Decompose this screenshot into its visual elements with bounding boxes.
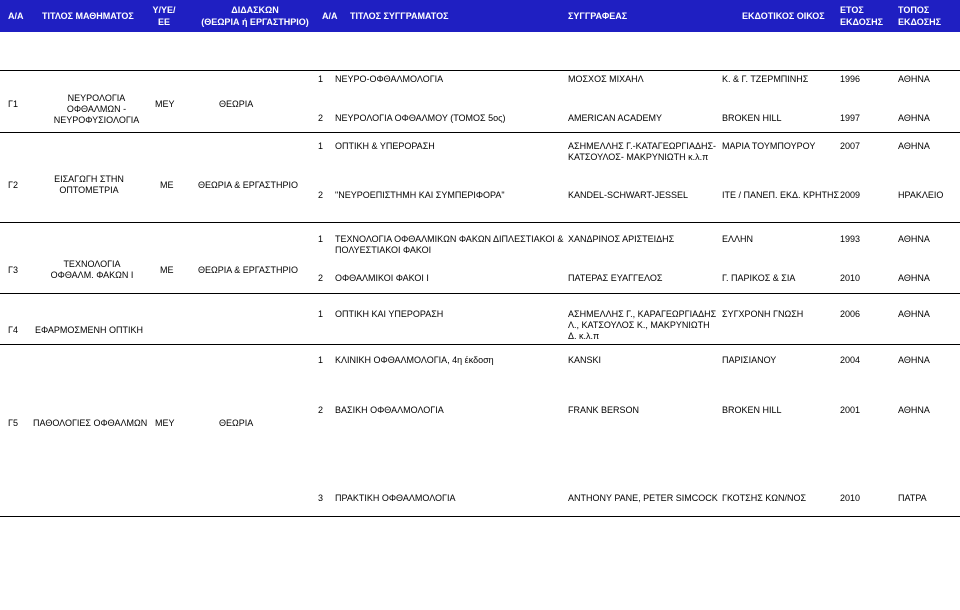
- course-teaching: ΘΕΩΡΙΑ & ΕΡΓΑΣΤΗΡΙΟ: [198, 265, 298, 275]
- book-year: 1996: [840, 74, 861, 84]
- book-year: 2010: [840, 273, 861, 283]
- header-publisher: ΕΚΔΟΤΙΚΟΣ ΟΙΚΟΣ: [742, 11, 825, 21]
- book-place: ΑΘΗΝΑ: [898, 355, 930, 365]
- book-place: ΠΑΤΡΑ: [898, 493, 927, 503]
- header-aa: Α/Α: [8, 11, 24, 21]
- book-year: 2010: [840, 493, 861, 503]
- book-publisher: Γ. ΠΑΡΙΚΟΣ & ΣΙΑ: [722, 273, 796, 283]
- course-type: ΜΕ: [160, 180, 174, 190]
- book-year: 1997: [840, 113, 861, 123]
- book-title: ΝΕΥΡΟ-ΟΦΘΑΛΜΟΛΟΓΙΑ: [335, 74, 444, 84]
- book-title: ΒΑΣΙΚΗ ΟΦΘΑΛΜΟΛΟΓΙΑ: [335, 405, 444, 415]
- book-publisher: ΣΥΓΧΡΟΝΗ ΓΝΩΣΗ: [722, 309, 804, 319]
- book-number: 2: [318, 190, 324, 200]
- header-place: ΤΟΠΟΣ ΕΚΔΟΣΗΣ: [898, 5, 942, 27]
- book-title: "ΝΕΥΡΟΕΠΙΣΤΗΜΗ ΚΑΙ ΣΥΜΠΕΡΙΦΟΡΑ": [335, 190, 505, 200]
- course-type: ΜΕ: [160, 265, 174, 275]
- book-authors: FRANK BERSON: [568, 405, 640, 415]
- course-title: ΝΕΥΡΟΛΟΓΙΑ ΟΦΘΑΛΜΩΝ - ΝΕΥΡΟΦΥΣΙΟΛΟΓΙΑ: [53, 93, 140, 125]
- book-publisher: Κ. & Γ. ΤΖΕΡΜΠΙΝΗΣ: [722, 74, 809, 84]
- book-title: ΝΕΥΡΟΛΟΓΙΑ ΟΦΘΑΛΜΟΥ (ΤΟΜΟΣ 5ος): [335, 113, 506, 123]
- course-code: Γ4: [8, 325, 18, 335]
- book-authors: ΠΑΤΕΡΑΣ ΕΥΑΓΓΕΛΟΣ: [568, 273, 663, 283]
- book-place: ΑΘΗΝΑ: [898, 141, 930, 151]
- book-number: 2: [318, 273, 324, 283]
- book-place: ΑΘΗΝΑ: [898, 113, 930, 123]
- book-authors: ΑΣΗΜΕΛΛΗΣ Γ.-ΚΑΤΑΓΕΩΡΓΙΑΔΗΣ-ΚΑΤΣΟΥΛΟΣ- ΜΑΚΡΥΝΙΩΤΗ κ.λ.π: [568, 141, 717, 162]
- book-place: ΑΘΗΝΑ: [898, 405, 930, 415]
- book-number: 3: [318, 493, 324, 503]
- header-ye: Υ/ΥΕ/ ΕΕ: [152, 5, 176, 27]
- book-title: ΟΠΤΙΚΗ & ΥΠΕΡΟΡΑΣΗ: [335, 141, 435, 151]
- header-book-title: ΤΙΤΛΟΣ ΣΥΓΓΡΑΜΑΤΟΣ: [350, 11, 449, 21]
- book-publisher: ΕΛΛΗΝ: [722, 234, 754, 244]
- course-teaching: ΘΕΩΡΙΑ: [219, 418, 254, 428]
- book-number: 1: [318, 74, 324, 84]
- row-divider: [0, 132, 960, 133]
- row-divider: [0, 70, 960, 71]
- book-number: 1: [318, 355, 324, 365]
- book-place: ΑΘΗΝΑ: [898, 309, 930, 319]
- course-code: Γ5: [8, 418, 18, 428]
- book-authors: ΑΣΗΜΕΛΛΗΣ Γ., ΚΑΡΑΓΕΩΡΓΙΑΔΗΣ Λ., ΚΑΤΣΟΥΛΟΣ Κ., ΜΑΚΡΥΝΙΩΤΗ Δ. κ.λ.π: [568, 309, 717, 341]
- book-publisher: BROKEN HILL: [722, 113, 782, 123]
- row-divider: [0, 293, 960, 294]
- book-year: 1993: [840, 234, 861, 244]
- course-type: ΜΕΥ: [155, 418, 175, 428]
- course-teaching: ΘΕΩΡΙΑ & ΕΡΓΑΣΤΗΡΙΟ: [198, 180, 298, 190]
- row-divider: [0, 516, 960, 517]
- book-place: ΑΘΗΝΑ: [898, 74, 930, 84]
- book-authors: KANSKI: [568, 355, 602, 365]
- book-year: 2007: [840, 141, 861, 151]
- course-title: ΕΦΑΡΜΟΣΜΕΝΗ ΟΠΤΙΚΗ: [35, 325, 143, 335]
- book-year: 2009: [840, 190, 861, 200]
- table-header: [0, 0, 960, 32]
- course-title: ΤΕΧΝΟΛΟΓΙΑ ΟΦΘΑΛΜ. ΦΑΚΩΝ Ι: [50, 259, 134, 280]
- book-number: 1: [318, 141, 324, 151]
- course-code: Γ1: [8, 99, 18, 109]
- book-authors: KANDEL-SCHWART-JESSEL: [568, 190, 689, 200]
- book-publisher: ΜΑΡΙΑ ΤΟΥΜΠΟΥΡΟΥ: [722, 141, 816, 151]
- book-number: 2: [318, 113, 324, 123]
- book-year: 2004: [840, 355, 861, 365]
- book-authors: ΜΟΣΧΟΣ ΜΙΧΑΗΛ: [568, 74, 644, 84]
- header-course-title: ΤΙΤΛΟΣ ΜΑΘΗΜΑΤΟΣ: [42, 11, 134, 21]
- book-publisher: ΙΤΕ / ΠΑΝΕΠ. ΕΚΔ. ΚΡΗΤΗΣ: [722, 190, 840, 200]
- book-authors: AMERICAN ACADEMY: [568, 113, 663, 123]
- book-publisher: BROKEN HILL: [722, 405, 782, 415]
- row-divider: [0, 222, 960, 223]
- book-number: 2: [318, 405, 324, 415]
- course-title: ΠΑΘΟΛΟΓΙΕΣ ΟΦΘΑΛΜΩΝ: [33, 418, 148, 428]
- book-place: ΗΡΑΚΛΕΙΟ: [898, 190, 944, 200]
- book-place: ΑΘΗΝΑ: [898, 234, 930, 244]
- header-teaching: ΔΙΔΑΣΚΩΝ (ΘΕΩΡΙΑ ή ΕΡΓΑΣΤΗΡΙΟ): [201, 5, 309, 27]
- book-title: ΟΦΘΑΛΜΙΚΟΙ ΦΑΚΟΙ Ι: [335, 273, 429, 283]
- book-title: ΤΕΧΝΟΛΟΓΙΑ ΟΦΘΑΛΜΙΚΩΝ ΦΑΚΩΝ ΔΙΠΛΕΣΤΙΑΚΟΙ & ΠΟΛΥΕΣΤΙΑΚΟΙ ΦΑΚΟΙ: [335, 234, 564, 255]
- course-type: ΜΕΥ: [155, 99, 175, 109]
- header-authors: ΣΥΓΓΡΑΦΕΑΣ: [568, 11, 628, 21]
- course-code: Γ2: [8, 180, 18, 190]
- book-title: ΟΠΤΙΚΗ ΚΑΙ ΥΠΕΡΟΡΑΣΗ: [335, 309, 444, 319]
- header-aa2: Α/Α: [322, 11, 338, 21]
- course-code: Γ3: [8, 265, 18, 275]
- header-year: ΕΤΟΣ ΕΚΔΟΣΗΣ: [840, 5, 884, 27]
- book-publisher: ΓΚΟΤΣΗΣ ΚΩΝ/ΝΟΣ: [722, 493, 807, 503]
- book-title: ΠΡΑΚΤΙΚΗ ΟΦΘΑΛΜΟΛΟΓΙΑ: [335, 493, 456, 503]
- book-number: 1: [318, 309, 324, 319]
- book-title: ΚΛΙΝΙΚΗ ΟΦΘΑΛΜΟΛΟΓΙΑ, 4η έκδοση: [335, 355, 494, 365]
- book-publisher: ΠΑΡΙΣΙΑΝΟΥ: [722, 355, 777, 365]
- book-number: 1: [318, 234, 324, 244]
- course-title: ΕΙΣΑΓΩΓΗ ΣΤΗΝ ΟΠΤΟΜΕΤΡΙΑ: [54, 174, 124, 195]
- book-authors: ANTHONY PANE, PETER SIMCOCK: [568, 493, 718, 503]
- book-year: 2006: [840, 309, 861, 319]
- course-teaching: ΘΕΩΡΙΑ: [219, 99, 254, 109]
- row-divider: [0, 344, 960, 345]
- book-place: ΑΘΗΝΑ: [898, 273, 930, 283]
- book-year: 2001: [840, 405, 861, 415]
- book-authors: ΧΑΝΔΡΙΝΟΣ ΑΡΙΣΤΕΙΔΗΣ: [568, 234, 675, 244]
